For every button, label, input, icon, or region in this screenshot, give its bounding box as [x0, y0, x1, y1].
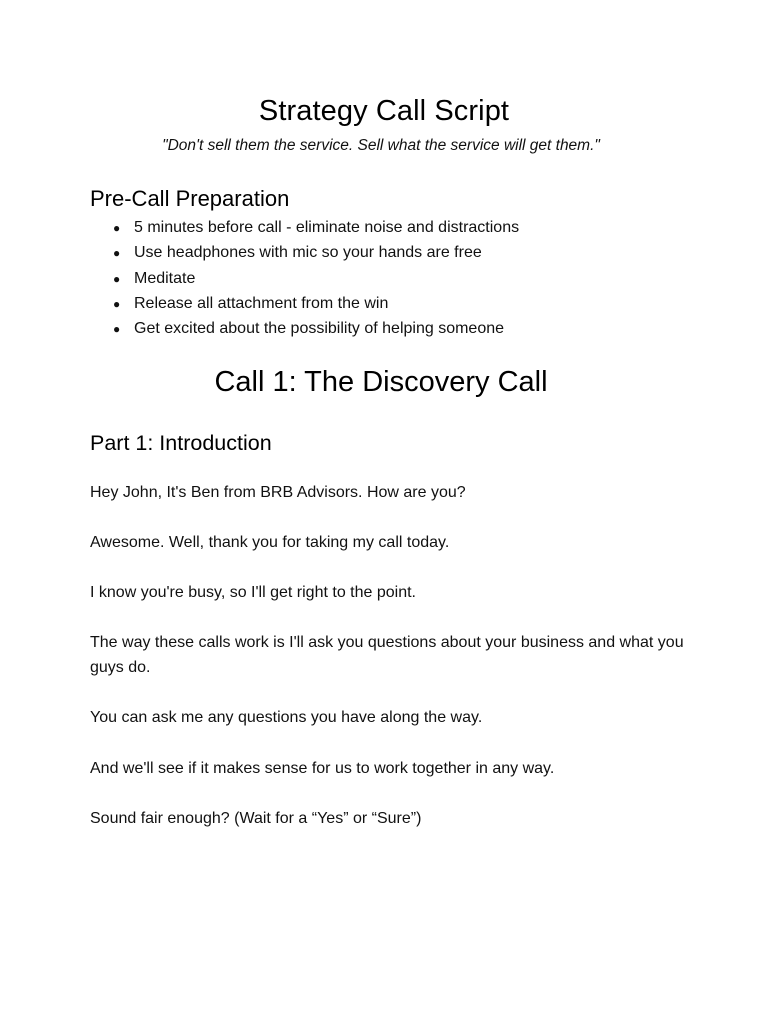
- pre-call-list: [110, 216, 519, 342]
- list-item-text: 5 minutes before call - eliminate noise and distractions: [134, 219, 520, 236]
- list-item-text: Use headphones with mic so your hands are free: [134, 244, 482, 262]
- list-item: [110, 317, 519, 342]
- call-1-heading: Call 1: The Discovery Call: [214, 366, 548, 398]
- script-paragraph: You can ask me any questions you have along the way.: [90, 709, 483, 726]
- script-paragraph: Awesome. Well, thank you for taking my call today.: [90, 534, 450, 551]
- list-item: [110, 267, 519, 292]
- list-item: [110, 241, 519, 266]
- list-item: [110, 292, 519, 317]
- script-paragraph: Sound fair enough? (Wait for a “Yes” or “Sure”): [90, 810, 422, 827]
- list-item-text: Meditate: [134, 269, 196, 287]
- list-item: [110, 216, 519, 241]
- bullet-icon: ●: [113, 246, 121, 261]
- script-paragraph: Hey John, It's Ben from BRB Advisors. How are you?: [90, 484, 466, 501]
- list-item-text: Release all attachment from the win: [134, 294, 389, 312]
- bullet-icon: ●: [113, 221, 121, 235]
- part-1-heading: Part 1: Introduction: [90, 431, 272, 455]
- bullet-icon: ●: [113, 271, 121, 286]
- bullet-icon: ●: [113, 322, 121, 337]
- list-item-text: Get excited about the possibility of helping someone: [134, 320, 505, 338]
- document-title: Strategy Call Script: [258, 95, 510, 127]
- script-paragraph: I know you're busy, so I'll get right to the point.: [90, 584, 416, 601]
- bullet-icon: ●: [113, 296, 121, 311]
- script-paragraph: The way these calls work is I'll ask you questions about your business and what you guys do.: [90, 634, 684, 676]
- document-quote: "Don't sell them the service. Sell what the service will get them.": [162, 137, 600, 154]
- pre-call-heading: Pre-Call Preparation: [90, 186, 290, 211]
- script-paragraph: And we'll see if it makes sense for us to work together in any way.: [90, 760, 555, 777]
